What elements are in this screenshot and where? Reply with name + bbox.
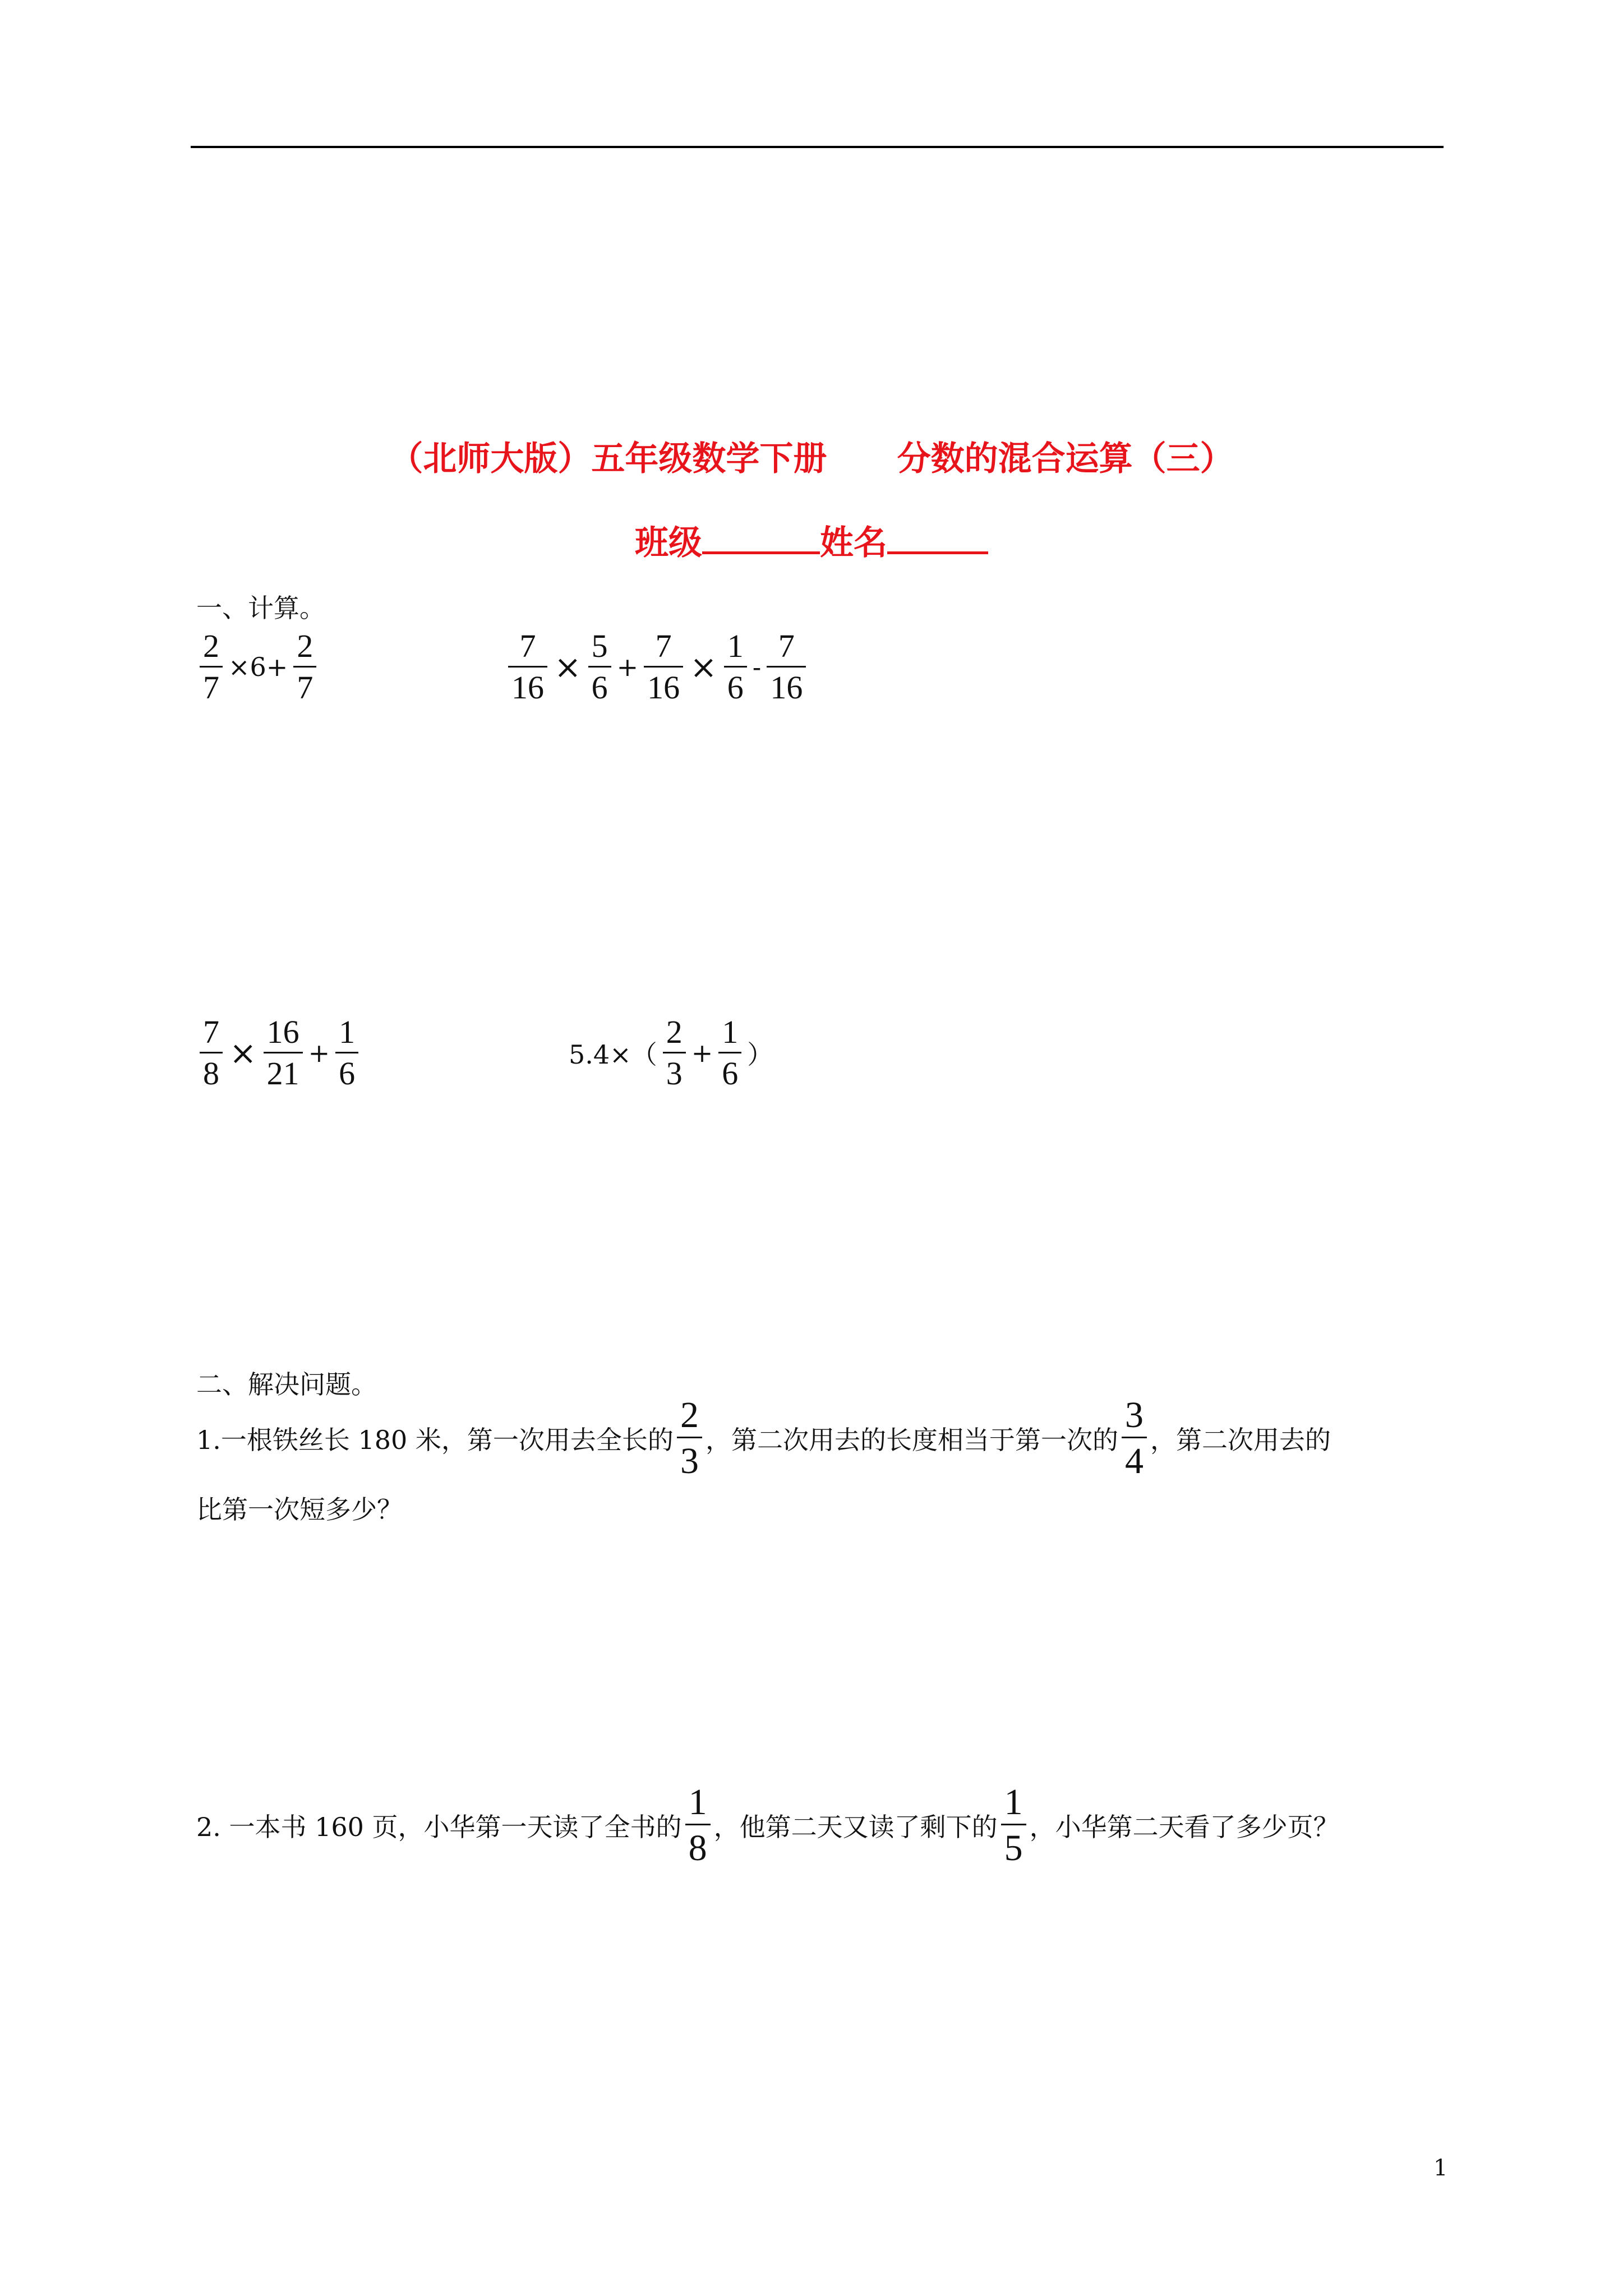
expression-2 [505, 629, 809, 705]
operator: - [752, 652, 762, 683]
operator: × [554, 648, 582, 687]
operator: + [616, 652, 639, 683]
operator: ×6+ [228, 652, 288, 683]
question-1-line2: 比第一次短多少？ [196, 1494, 403, 1525]
section1-heading: 一、计算。 [196, 593, 325, 623]
fraction: $\frac{7}{16}$ [644, 629, 683, 705]
operator: + [308, 1038, 330, 1069]
header-rule [191, 146, 1444, 148]
question-2 [196, 1783, 1339, 1868]
fraction: $\frac{7}{16}$ [508, 629, 547, 705]
expression-3 [196, 1015, 362, 1091]
question-text: ，第二次用去的长度相当于第一次的 [705, 1424, 1118, 1455]
page-number: 1 [1433, 2155, 1448, 2181]
fraction: $\frac{2}{3}$ [677, 1396, 702, 1481]
class-label: 班级 [635, 523, 702, 563]
fraction: $\frac{2}{7}$ [200, 629, 223, 705]
expression-1 [196, 629, 320, 705]
question-text: ，小华第二天看了多少页？ [1029, 1811, 1339, 1842]
operator: × [229, 1034, 257, 1073]
question-text: ，他第二天又读了剩下的 [713, 1811, 998, 1842]
fraction: $\frac{3}{4}$ [1122, 1396, 1147, 1481]
operator: × [690, 648, 717, 687]
fraction: $\frac{7}{16}$ [767, 629, 806, 705]
fraction: $\frac{5}{6}$ [588, 629, 611, 705]
name-label: 姓名 [820, 523, 887, 563]
fraction: $\frac{2}{7}$ [293, 629, 316, 705]
question-text: 1.一根铁丝长 180 米，第一次用去全长的 [196, 1424, 674, 1455]
fraction: $\frac{7}{8}$ [200, 1015, 223, 1091]
question-text: ，第二次用去的 [1150, 1424, 1331, 1455]
fraction: $\frac{1}{6}$ [718, 1015, 741, 1091]
fraction: $\frac{1}{6}$ [724, 629, 747, 705]
fraction: $\frac{1}{8}$ [685, 1783, 711, 1868]
student-info [0, 516, 1623, 564]
fraction: $\frac{16}{21}$ [264, 1015, 303, 1091]
operator: + [691, 1038, 713, 1069]
fraction: $\frac{1}{5}$ [1001, 1783, 1026, 1868]
fraction: $\frac{2}{3}$ [663, 1015, 686, 1091]
question-1 [196, 1396, 1331, 1481]
section2-heading: 二、解决问题。 [196, 1369, 377, 1400]
suffix: ） [747, 1039, 773, 1070]
expression-4 [566, 1015, 775, 1091]
name-blank [887, 523, 988, 554]
prefix: 5.4×（ [569, 1039, 657, 1070]
question-text: 2. 一本书 160 页，小华第一天读了全书的 [196, 1811, 682, 1842]
class-blank [702, 523, 820, 554]
page-title: （北师大版）五年级数学下册 分数的混合运算（三） [389, 439, 1234, 478]
fraction: $\frac{1}{6}$ [335, 1015, 358, 1091]
